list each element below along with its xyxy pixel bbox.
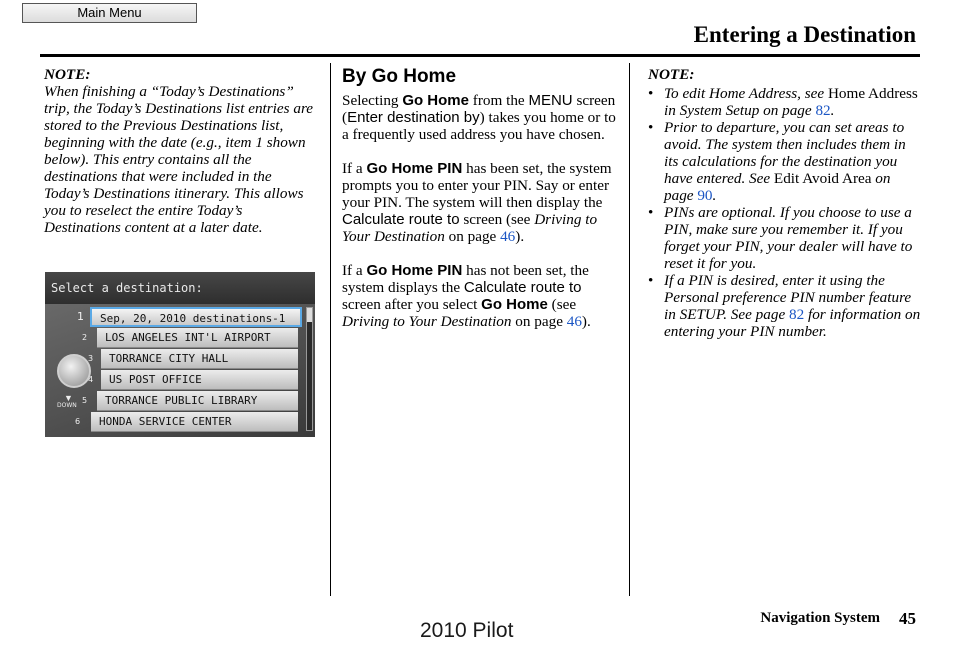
column-divider-2	[629, 63, 630, 596]
item-number: 2	[82, 333, 88, 342]
right-column	[648, 64, 923, 340]
down-label: DOWN	[57, 402, 77, 409]
list-item[interactable]: HONDA SERVICE CENTER	[91, 412, 298, 432]
list-item[interactable]: TORRANCE CITY HALL	[101, 349, 298, 369]
main-menu-button[interactable]: Main Menu	[22, 3, 197, 23]
pin-set-paragraph: If a Go Home PIN has been set, the system prompts you to enter your PIN. Say or enter your PIN. The system will then display the Calculate route to screen (see Driving to Your Destination on page 46).	[342, 160, 612, 245]
item-number: 4	[88, 375, 94, 384]
column-divider-1	[330, 63, 331, 596]
page-title: Entering a Destination	[693, 22, 916, 47]
go-home-paragraph: Selecting Go Home from the MENU screen (Enter destination by) takes you home or to a frequently used address you have chosen.	[342, 92, 616, 143]
watermark-text: 2010 Pilot	[420, 619, 514, 642]
page-link[interactable]: 46	[500, 228, 516, 245]
item-number: 5	[82, 396, 88, 405]
list-item: • Prior to departure, you can set areas to avoid. The system then includes them in its calculations for the destination you have entered. See Edit Avoid Area on page 90.	[648, 119, 923, 204]
list-item: • To edit Home Address, see Home Address in System Setup on page 82.	[648, 85, 923, 119]
selector-knob-icon	[57, 354, 94, 388]
page-link[interactable]: 90	[697, 187, 713, 204]
down-arrow-icon: ▼	[64, 393, 73, 403]
item-number: 1	[77, 310, 84, 323]
destination-screen-illustration	[45, 272, 315, 437]
left-column	[44, 64, 320, 236]
list-item[interactable]: LOS ANGELES INT'L AIRPORT	[97, 328, 298, 348]
scrollbar[interactable]	[306, 307, 313, 431]
section-title: By Go Home	[342, 66, 457, 87]
notes-list	[648, 85, 923, 340]
list-item: • If a PIN is desired, enter it using the Personal preference PIN number feature in SETUP. See page 82 for information on entering your PIN number.	[648, 272, 923, 340]
page-link[interactable]: 82	[789, 306, 805, 323]
list-item: • PINs are optional. If you choose to use a PIN, make sure you remember it. If you forget your PIN, your dealer will have to reset it for you.	[648, 204, 923, 272]
list-item-selected[interactable]: Sep, 20, 2010 destinations-1	[90, 307, 302, 327]
header-rule	[40, 54, 920, 57]
note-heading: NOTE:	[648, 66, 695, 83]
item-number: 3	[88, 354, 94, 363]
middle-column	[342, 64, 620, 330]
item-number: 6	[75, 417, 81, 426]
screen-header: Select a destination:	[45, 272, 315, 304]
note-text: When finishing a “Today’s Destinations” trip, the Today’s Destinations list entries are stored to the Previous Destinations list, beginning with the date (e.g., item 1 shown below). This entry contains all the destinations that were included in the Today’s Destinations itinerary. This allows you to reselect the entire Today’s Destinations content at a later date.	[44, 83, 314, 236]
list-item[interactable]: TORRANCE PUBLIC LIBRARY	[97, 391, 298, 411]
page-number: 45	[899, 609, 916, 628]
list-item[interactable]: US POST OFFICE	[101, 370, 298, 390]
page-link[interactable]: 46	[566, 313, 582, 330]
page-link[interactable]: 82	[815, 102, 831, 119]
scrollbar-thumb[interactable]	[307, 308, 312, 322]
footer-section-title: Navigation System	[760, 610, 880, 626]
pin-not-set-paragraph: If a Go Home PIN has not been set, the system displays the Calculate route to screen after you select Go Home (see Driving to Your Destination on page 46).	[342, 262, 591, 330]
note-heading: NOTE:	[44, 66, 91, 83]
